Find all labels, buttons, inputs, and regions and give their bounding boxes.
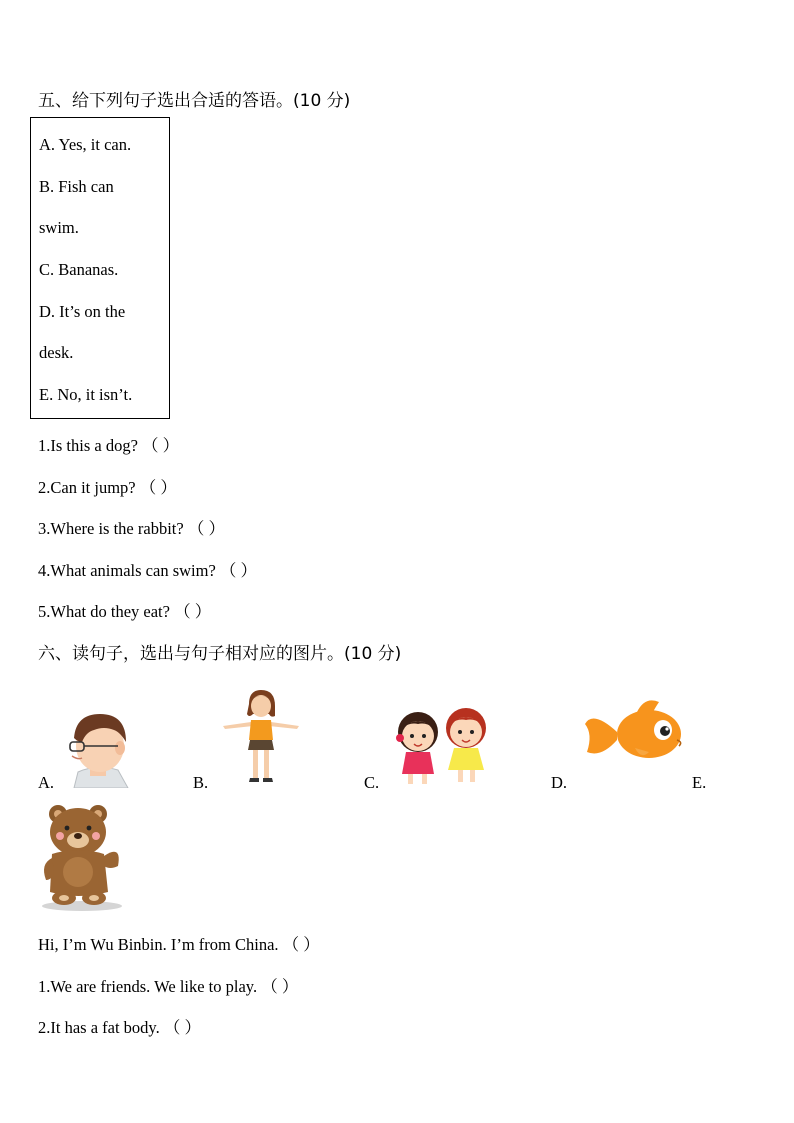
girl-arms-out-picture (219, 688, 303, 784)
picture-label-e: E. (692, 773, 707, 792)
picture-label-a: A. (38, 773, 55, 792)
picture-label-d: D. (551, 773, 568, 792)
section-6-heading: 六、读句子，选出与句子相对应的图片。(10 分) (38, 644, 402, 664)
option-b: B. Fish can (39, 177, 114, 196)
option-d-cont: desk. (39, 343, 74, 362)
option-a: A. Yes, it can. (39, 135, 132, 154)
option-e: E. No, it isn’t. (39, 385, 133, 404)
question-2: 2.Can it jump? （ ） (38, 478, 177, 497)
sentence-1: 1.We are friends. We like to play. （ ） (38, 977, 299, 996)
picture-label-b: B. (193, 773, 209, 792)
picture-label-c: C. (364, 773, 380, 792)
two-kids-picture (386, 704, 494, 788)
sentence-example: Hi, I’m Wu Binbin. I’m from China. （ ） (38, 935, 320, 954)
question-4: 4.What animals can swim? （ ） (38, 561, 258, 580)
answer-options-box (30, 117, 170, 419)
sentence-2: 2.It has a fat body. （ ） (38, 1018, 201, 1037)
option-d: D. It’s on the (39, 302, 126, 321)
question-5: 5.What do they eat? （ ） (38, 602, 212, 621)
goldfish-picture (583, 696, 687, 768)
boy-with-glasses-picture (60, 708, 132, 788)
question-3: 3.Where is the rabbit? （ ） (38, 519, 225, 538)
section-5-heading: 五、给下列句子选出合适的答语。(10 分) (38, 91, 351, 111)
option-b-cont: swim. (39, 218, 79, 237)
question-1: 1.Is this a dog? （ ） (38, 436, 180, 455)
brown-bear-picture (38, 800, 130, 912)
option-c: C. Bananas. (39, 260, 119, 279)
